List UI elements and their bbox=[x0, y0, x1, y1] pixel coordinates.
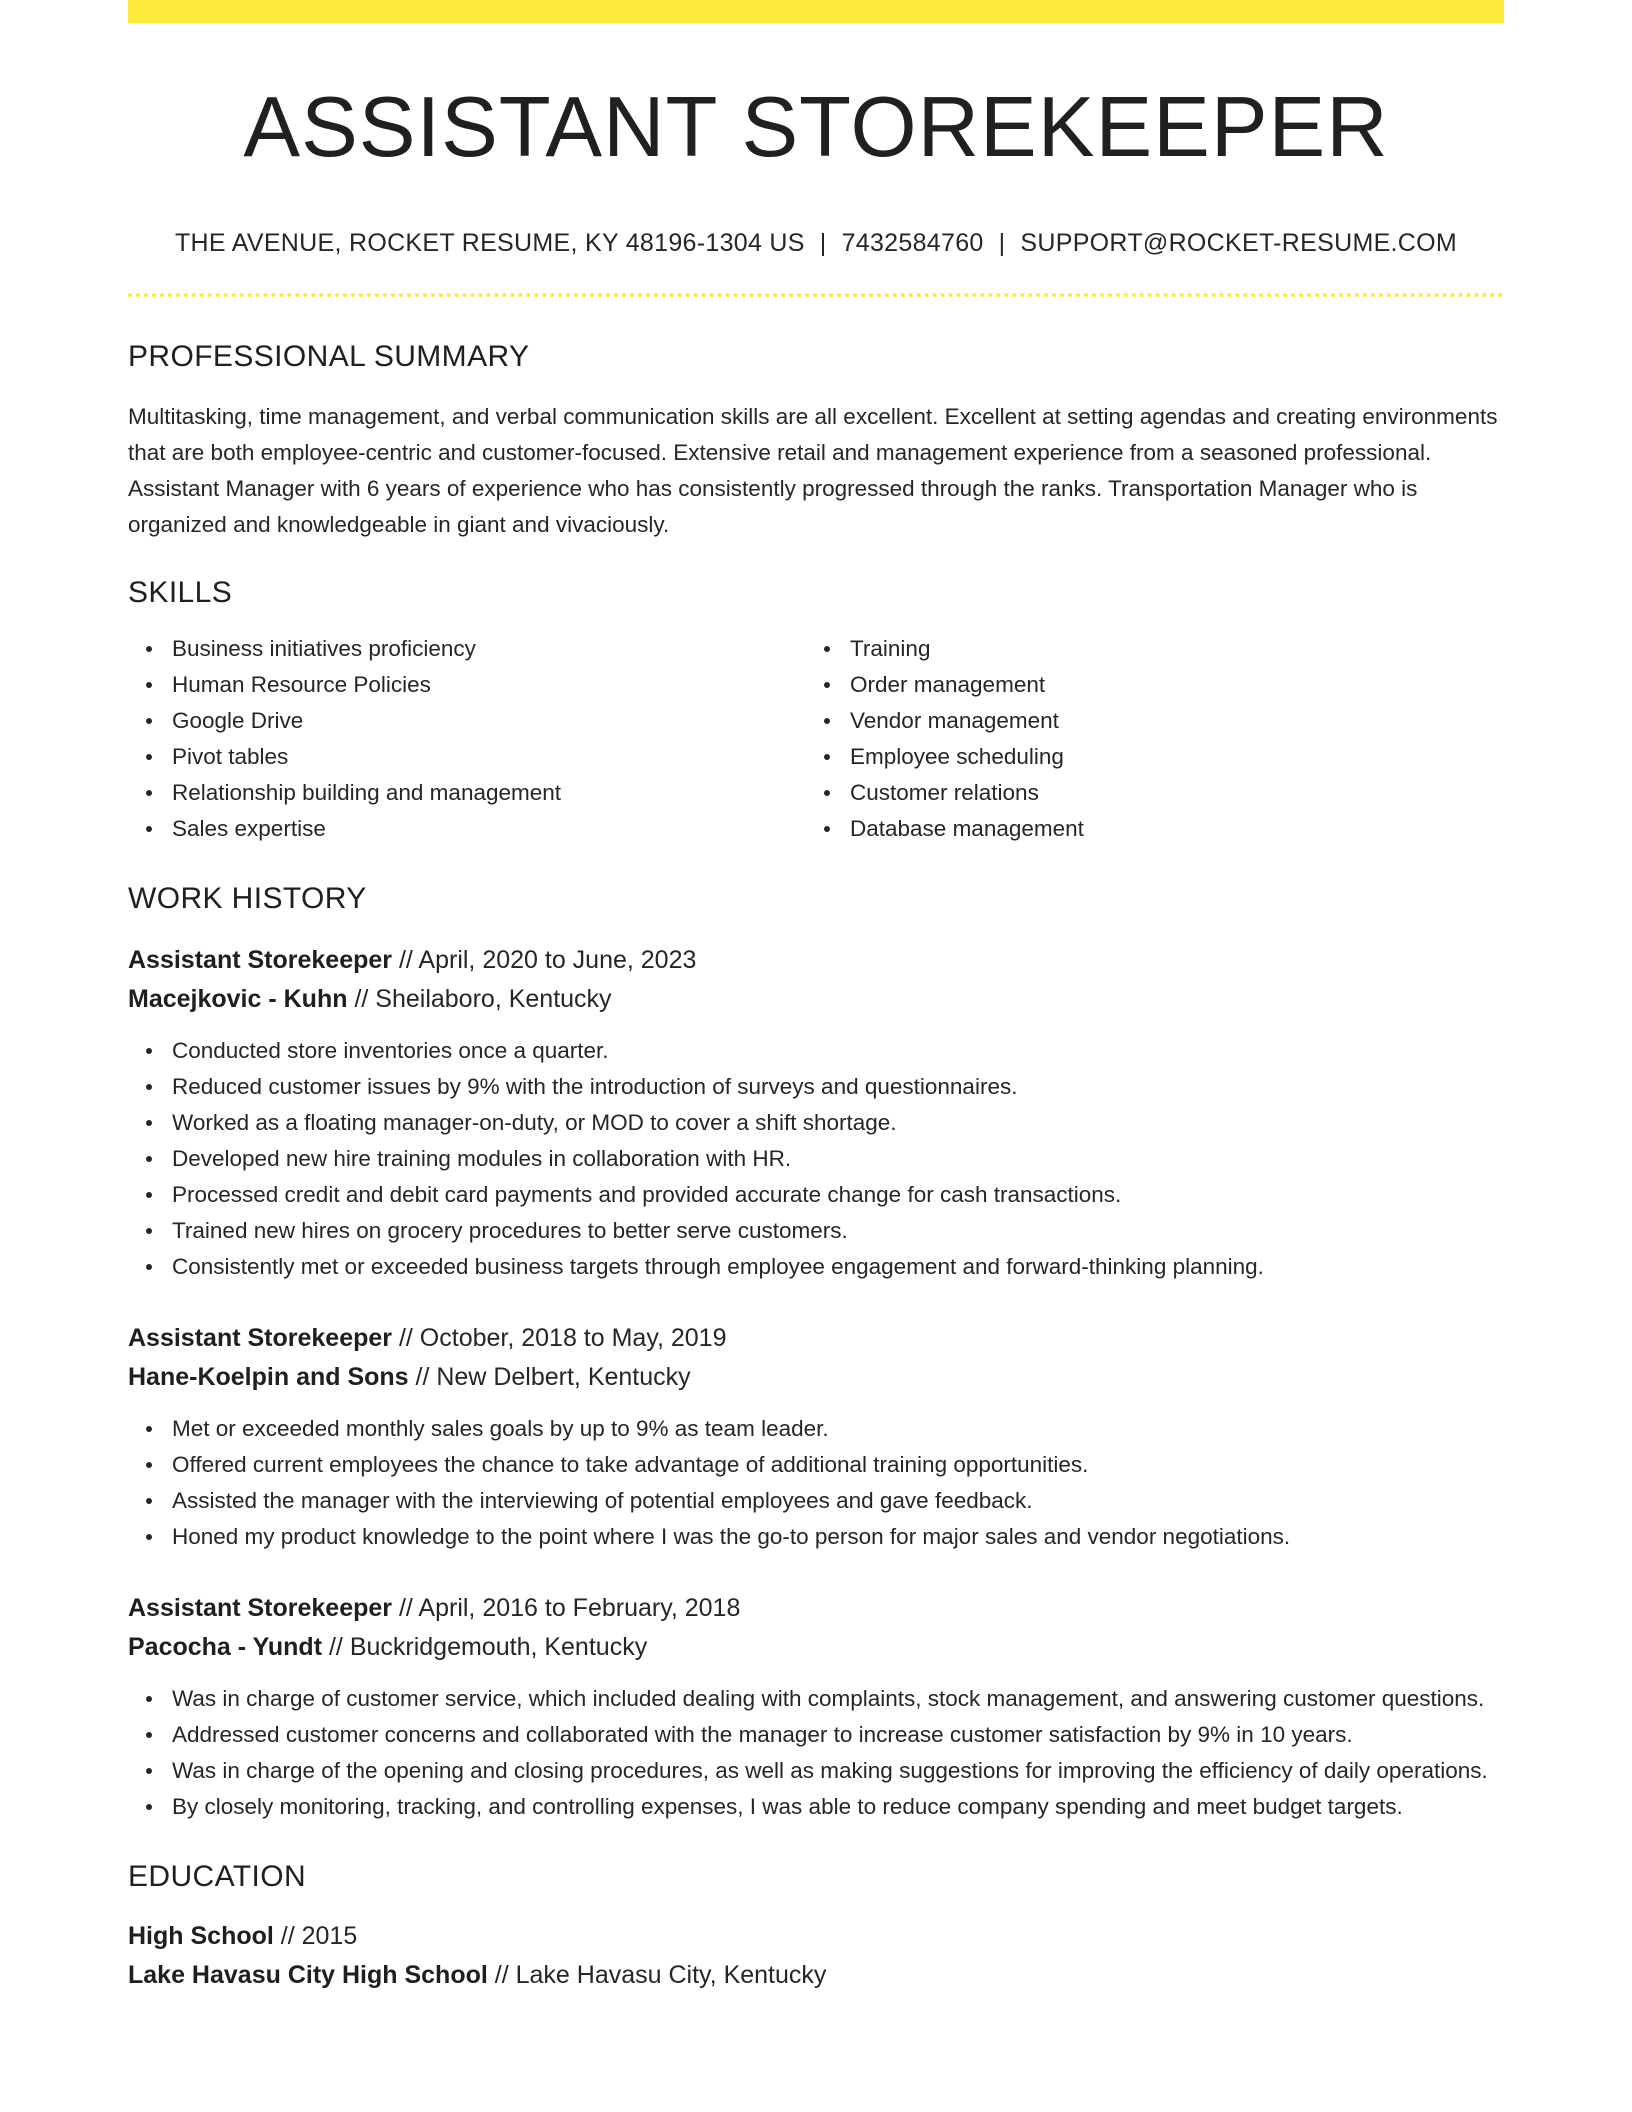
dotted-divider bbox=[128, 293, 1504, 297]
job-company-line bbox=[128, 980, 1504, 1019]
job-entry bbox=[128, 1589, 1504, 1825]
section-title-skills: SKILLS bbox=[128, 576, 233, 609]
skill-item: Human Resource Policies bbox=[172, 667, 806, 703]
skill-item: Order management bbox=[850, 667, 1484, 703]
job-bullet: Developed new hire training modules in collaboration with HR. bbox=[172, 1141, 1504, 1177]
resume-page bbox=[128, 0, 1504, 1995]
job-entry bbox=[128, 941, 1504, 1285]
skills-list-left bbox=[128, 631, 806, 847]
education-school: Lake Havasu City High School bbox=[128, 1961, 488, 1989]
skills-columns bbox=[128, 631, 1504, 847]
skill-item: Sales expertise bbox=[172, 811, 806, 847]
job-bullet: Conducted store inventories once a quarter. bbox=[172, 1033, 1504, 1069]
job-bullet: Was in charge of the opening and closing procedures, as well as making suggestions for improving the efficiency of daily operations. bbox=[172, 1753, 1504, 1789]
job-position-line bbox=[128, 1319, 1504, 1358]
skill-item: Training bbox=[850, 631, 1484, 667]
job-bullets bbox=[128, 1033, 1504, 1285]
job-company: Pacocha - Yundt bbox=[128, 1633, 323, 1661]
skill-item: Business initiatives proficiency bbox=[172, 631, 806, 667]
job-position-line bbox=[128, 1589, 1504, 1628]
skill-item: Database management bbox=[850, 811, 1484, 847]
job-position-line bbox=[128, 941, 1504, 980]
job-bullet: Processed credit and debit card payments and provided accurate change for cash transactions. bbox=[172, 1177, 1504, 1213]
contact-address: THE AVENUE, ROCKET RESUME, KY 48196-1304 US bbox=[174, 229, 805, 257]
contact-separator: | bbox=[819, 229, 827, 257]
job-bullet: Assisted the manager with the interviewing of potential employees and gave feedback. bbox=[172, 1483, 1504, 1519]
job-bullets bbox=[128, 1681, 1504, 1825]
job-bullet: Trained new hires on grocery procedures to better serve customers. bbox=[172, 1213, 1504, 1249]
job-location: // Sheilaboro, Kentucky bbox=[347, 985, 612, 1013]
contact-separator: | bbox=[998, 229, 1006, 257]
job-bullet: Addressed customer concerns and collaborated with the manager to increase customer satisfaction by 9% in 10 years. bbox=[172, 1717, 1504, 1753]
job-bullet: Reduced customer issues by 9% with the introduction of surveys and questionnaires. bbox=[172, 1069, 1504, 1105]
job-dates: // October, 2018 to May, 2019 bbox=[392, 1324, 727, 1352]
skill-item: Employee scheduling bbox=[850, 739, 1484, 775]
education-degree-line bbox=[128, 1917, 1504, 1956]
job-company: Hane-Koelpin and Sons bbox=[128, 1363, 409, 1391]
job-location: // Buckridgemouth, Kentucky bbox=[322, 1633, 648, 1661]
top-accent-bar bbox=[128, 0, 1504, 23]
skill-item: Pivot tables bbox=[172, 739, 806, 775]
summary-text: Multitasking, time management, and verbal communication skills are all excellent. Excellent at setting agendas and creating environments that are both employee-centric and customer-focused. Extensive retail and management experience from a seasoned professional. Assistant Manager with 6 years of experience who has consistently progressed through the ranks. Transportation Manager who is organized and knowledgeable in giant and vivaciously. bbox=[128, 404, 1498, 537]
job-company-line bbox=[128, 1628, 1504, 1667]
section-title-work-history: WORK HISTORY bbox=[128, 882, 367, 915]
job-bullet: Was in charge of customer service, which included dealing with complaints, stock management, and answering customer questions. bbox=[172, 1681, 1504, 1717]
job-position: Assistant Storekeeper bbox=[128, 1594, 393, 1622]
job-bullet: Honed my product knowledge to the point where I was the go-to person for major sales and vendor negotiations. bbox=[172, 1519, 1504, 1555]
job-bullet: By closely monitoring, tracking, and controlling expenses, I was able to reduce company spending and meet budget targets. bbox=[172, 1789, 1504, 1825]
job-dates: // April, 2020 to June, 2023 bbox=[392, 946, 697, 974]
education-location: // Lake Havasu City, Kentucky bbox=[487, 1961, 827, 1989]
education-entry bbox=[128, 1917, 1504, 1995]
job-position: Assistant Storekeeper bbox=[128, 1324, 393, 1352]
job-location: // New Delbert, Kentucky bbox=[408, 1363, 691, 1391]
job-position: Assistant Storekeeper bbox=[128, 946, 393, 974]
job-company-line bbox=[128, 1358, 1504, 1397]
section-title-summary: PROFESSIONAL SUMMARY bbox=[128, 340, 530, 373]
job-bullet: Consistently met or exceeded business targets through employee engagement and forward-thinking planning. bbox=[172, 1249, 1504, 1285]
job-bullets bbox=[128, 1411, 1504, 1555]
skill-item: Relationship building and management bbox=[172, 775, 806, 811]
job-bullet: Worked as a floating manager-on-duty, or MOD to cover a shift shortage. bbox=[172, 1105, 1504, 1141]
job-entry bbox=[128, 1319, 1504, 1555]
job-company: Macejkovic - Kuhn bbox=[128, 985, 348, 1013]
education-year: // 2015 bbox=[273, 1922, 358, 1950]
contact-phone: 7432584760 bbox=[841, 229, 984, 257]
skills-list-right bbox=[806, 631, 1484, 847]
contact-line bbox=[128, 228, 1504, 258]
skill-item: Google Drive bbox=[172, 703, 806, 739]
contact-email: SUPPORT@ROCKET-RESUME.COM bbox=[1020, 229, 1458, 257]
section-title-education: EDUCATION bbox=[128, 1860, 307, 1893]
job-dates: // April, 2016 to February, 2018 bbox=[392, 1594, 741, 1622]
job-bullet: Offered current employees the chance to take advantage of additional training opportunities. bbox=[172, 1447, 1504, 1483]
skill-item: Vendor management bbox=[850, 703, 1484, 739]
job-bullet: Met or exceeded monthly sales goals by up to 9% as team leader. bbox=[172, 1411, 1504, 1447]
education-degree: High School bbox=[128, 1922, 274, 1950]
skill-item: Customer relations bbox=[850, 775, 1484, 811]
education-school-line bbox=[128, 1956, 1504, 1995]
resume-name: ASSISTANT STOREKEEPER bbox=[243, 80, 1389, 175]
